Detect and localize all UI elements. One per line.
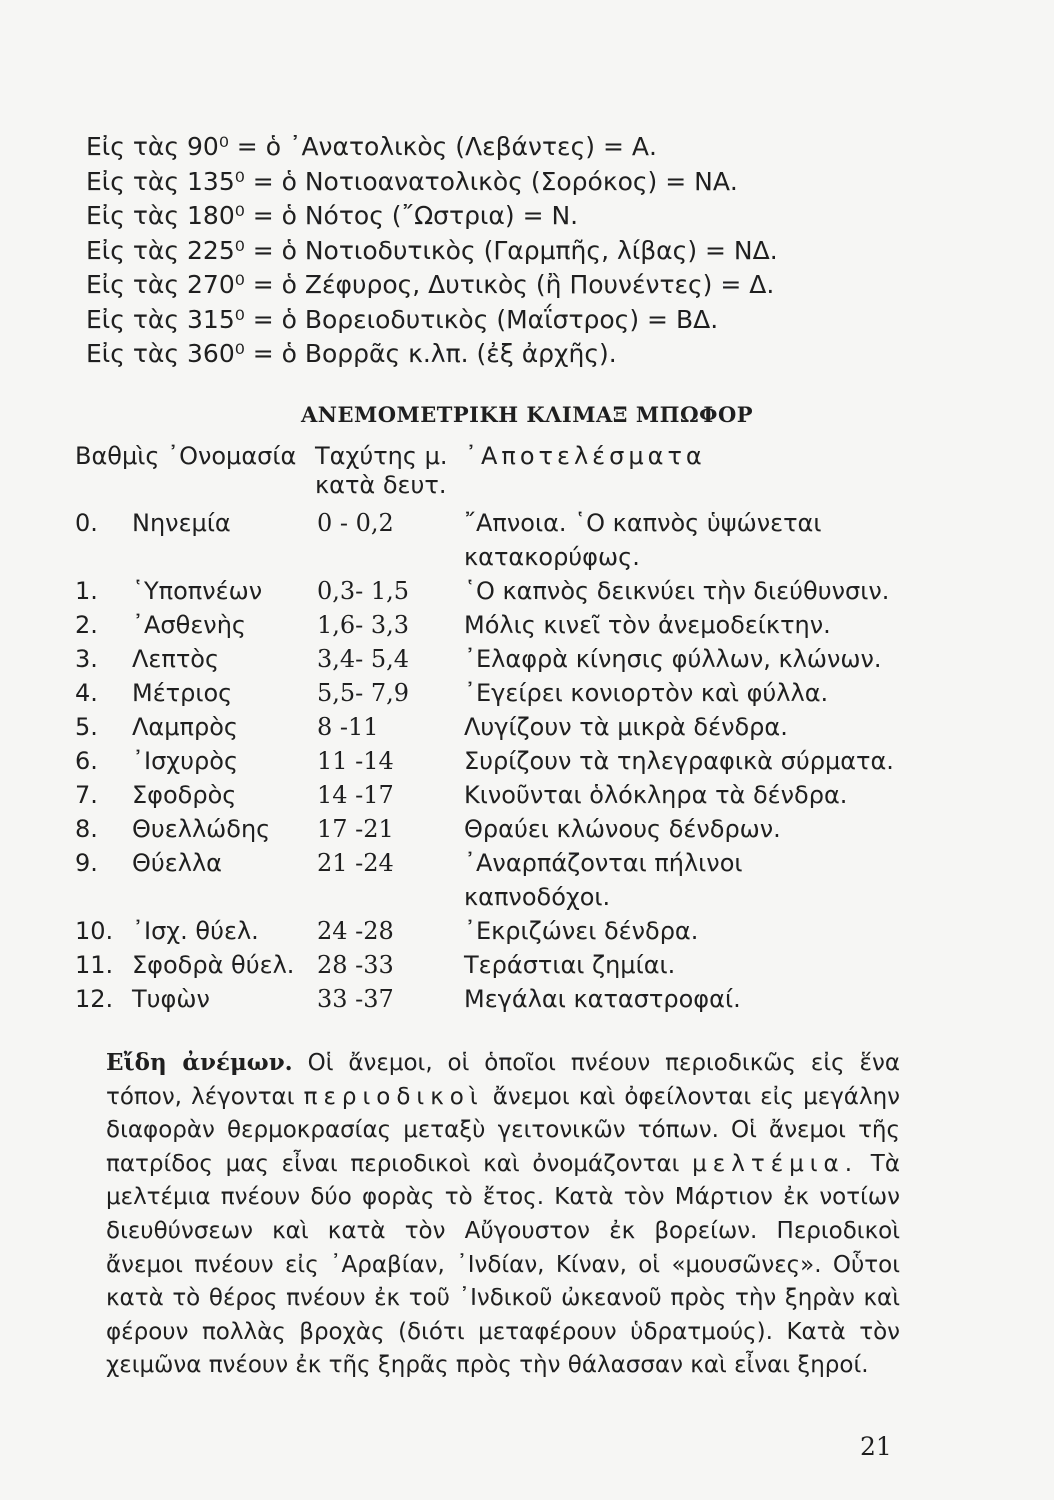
grade-name: ᾿Ασθενὴς — [132, 611, 246, 639]
grade-name: ᾿Ισχ. θύελ. — [132, 917, 259, 945]
table-row — [75, 574, 975, 608]
wind-speed: 14 -17 — [317, 781, 394, 809]
direction-line: Εἰς τὰς 360⁰ = ὁ Βορρᾶς κ.λπ. (ἐξ ἀρχῆς). — [86, 339, 617, 368]
paragraph-text: Οἱ ἄνεμοι, οἱ ὁποῖοι πνέουν περιοδικῶς εἰς ἕνα τόπον, λέγονται — [106, 1050, 900, 1110]
grade-number: 4. — [75, 679, 98, 707]
paragraph-heading: Εἴδη ἀνέμων. — [106, 1049, 293, 1076]
grade-name: Σφοδρὸς — [132, 781, 237, 809]
direction-line: Εἰς τὰς 135⁰ = ὁ Νοτιοανατολικὸς (Σορόκος) = ΝΑ. — [86, 166, 738, 196]
table-row — [75, 982, 975, 1016]
wind-effect: ᾿Εκριζώνει δένδρα. — [464, 917, 699, 945]
wind-speed: 11 -14 — [317, 747, 394, 775]
direction-line: Εἰς τὰς 225⁰ = ὁ Νοτιοδυτικὸς (Γαρμπῆς, λίβας) = ΝΔ. — [86, 235, 778, 265]
wind-speed: 17 -21 — [317, 815, 394, 843]
wind-effect: Τεράστιαι ζημίαι. — [464, 951, 676, 979]
grade-name: ῾Υποπνέων — [132, 577, 263, 605]
header-grade-name: Βαθμὶς ᾿Ονομασία — [75, 442, 297, 470]
grade-number: 6. — [75, 747, 98, 775]
grade-name: Λεπτὸς — [132, 645, 220, 673]
grade-name: Θύελλα — [132, 849, 222, 877]
grade-number: 12. — [75, 985, 114, 1013]
wind-speed: 8 -11 — [317, 713, 379, 741]
grade-number: 10. — [75, 917, 114, 945]
grade-name: Μέτριος — [132, 679, 233, 707]
wind-effect: Θραύει κλώνους δένδρων. — [464, 815, 781, 843]
paragraph-text: Τὰ μελτέμια πνέουν δύο φορὰς τὸ ἔτος. Κατὰ τὸν Μάρτιον ἐκ νοτίων διευθύνσεων καὶ κατὰ τὸν Αὔγουστον ἐκ βορείων. Περιοδικοὶ ἄνεμοι πνέουν εἰς ᾿Αραβίαν, ᾿Ινδίαν, Κίναν, οἱ «μουσῶνες». Οὗτοι κατὰ τὸ θέρος πνέουν ἐκ τοῦ ᾿Ινδικοῦ ὠκεανοῦ πρὸς τὴν ξηρὰν καὶ φέρουν πολλὰς βροχὰς (διότι μεταφέρουν ὑδρατμούς). Κατὰ τὸν χειμῶνα πνέουν ἐκ τῆς ξηρᾶς πρὸς τὴν θάλασσαν καὶ εἶναι ξηροί. — [106, 1150, 900, 1379]
grade-number: 5. — [75, 713, 98, 741]
wind-speed: 28 -33 — [317, 951, 394, 979]
wind-speed: 1,6- 3,3 — [317, 611, 410, 639]
page-number: 21 — [860, 1432, 892, 1461]
wind-effect: Λυγίζουν τὰ μικρὰ δένδρα. — [464, 713, 788, 741]
header-speed-unit: κατὰ δευτ. — [315, 471, 447, 499]
wind-speed: 3,4- 5,4 — [317, 645, 410, 673]
wind-speed: 24 -28 — [317, 917, 394, 945]
wind-speed: 21 -24 — [317, 849, 394, 877]
header-speed: Ταχύτης μ. — [315, 442, 448, 470]
table-row — [75, 846, 975, 914]
grade-number: 0. — [75, 509, 98, 537]
wind-effect: ᾿Αναρπάζονται πήλινοι καπνοδόχοι. — [464, 849, 743, 911]
wind-effect: ῾Ο καπνὸς δεικνύει τὴν διεύθυνσιν. — [464, 577, 890, 605]
wind-effect: Μεγάλαι καταστροφαί. — [464, 985, 741, 1013]
table-row — [75, 608, 975, 642]
grade-number: 3. — [75, 645, 98, 673]
wind-speed: 0 - 0,2 — [317, 509, 394, 537]
emphasized-term: μελτέμια. — [692, 1150, 859, 1177]
wind-effect: ᾿Εγείρει κονιορτὸν καὶ φύλλα. — [464, 679, 829, 707]
table-row — [75, 948, 975, 982]
header-effects: ᾿Αποτελέσματα — [465, 442, 706, 470]
paragraph-text: ἄνεμοι καὶ ὀφείλονται εἰς μεγάλην διαφορὰν θερμοκρασίας μεταξὺ γειτονικῶν τόπων. Οἱ ἄνεμοι τῆς πατρίδος μας εἶναι περιοδικοὶ καὶ ὀνομάζονται — [106, 1083, 900, 1177]
wind-effect: Συρίζουν τὰ τηλεγραφικὰ σύρματα. — [464, 747, 894, 775]
table-row — [75, 744, 975, 778]
table-row — [75, 642, 975, 676]
direction-line: Εἰς τὰς 270⁰ = ὁ Ζέφυρος, Δυτικὸς (ἢ Πουνέντες) = Δ. — [86, 270, 775, 299]
wind-speed: 33 -37 — [317, 985, 394, 1013]
grade-number: 1. — [75, 577, 98, 605]
grade-number: 11. — [75, 951, 114, 979]
wind-direction-list — [86, 130, 946, 372]
grade-name: Νηνεμία — [132, 509, 231, 537]
table-row — [75, 812, 975, 846]
table-row — [75, 676, 975, 710]
table-row — [75, 778, 975, 812]
wind-speed: 5,5- 7,9 — [317, 679, 410, 707]
grade-name: ᾿Ισχυρὸς — [132, 747, 239, 775]
table-row — [75, 710, 975, 744]
grade-number: 8. — [75, 815, 98, 843]
wind-speed: 0,3- 1,5 — [317, 577, 410, 605]
beaufort-scale-table — [75, 506, 975, 1016]
emphasized-term: περιοδικοὶ — [303, 1083, 484, 1110]
direction-line: Εἰς τὰς 315⁰ = ὁ Βορειοδυτικὸς (Μαΐστρος) = ΒΔ. — [86, 304, 719, 334]
wind-effect: ᾿Ελαφρὰ κίνησις φύλλων, κλώνων. — [464, 645, 882, 673]
wind-effect: Μόλις κινεῖ τὸν ἀνεμοδείκτην. — [464, 611, 831, 639]
wind-effect: Κινοῦνται ὁλόκληρα τὰ δένδρα. — [464, 781, 848, 809]
grade-name: Λαμπρὸς — [132, 713, 238, 741]
direction-line: Εἰς τὰς 90⁰ = ὁ ᾿Ανατολικὸς (Λεβάντες) = Α. — [86, 132, 657, 161]
table-row — [75, 506, 975, 574]
direction-line: Εἰς τὰς 180⁰ = ὁ Νότος (῎Ωστρια) = Ν. — [86, 201, 579, 230]
table-row — [75, 914, 975, 948]
scale-table-header — [75, 442, 975, 506]
grade-name: Τυφὼν — [132, 985, 210, 1013]
grade-name: Σφοδρὰ θύελ. — [132, 951, 295, 979]
grade-number: 2. — [75, 611, 98, 639]
grade-number: 7. — [75, 781, 98, 809]
wind-effect: ῎Απνοια. ῾Ο καπνὸς ὑψώνεται κατακορύφως. — [464, 509, 822, 571]
beaufort-scale-title: ΑΝΕΜΟΜΕΤΡΙΚΗ ΚΛΙΜΑΞ ΜΠΩΦΟΡ — [300, 402, 754, 427]
wind-types-paragraph — [106, 1046, 900, 1383]
grade-name: Θυελλώδης — [132, 815, 271, 843]
grade-number: 9. — [75, 849, 98, 877]
